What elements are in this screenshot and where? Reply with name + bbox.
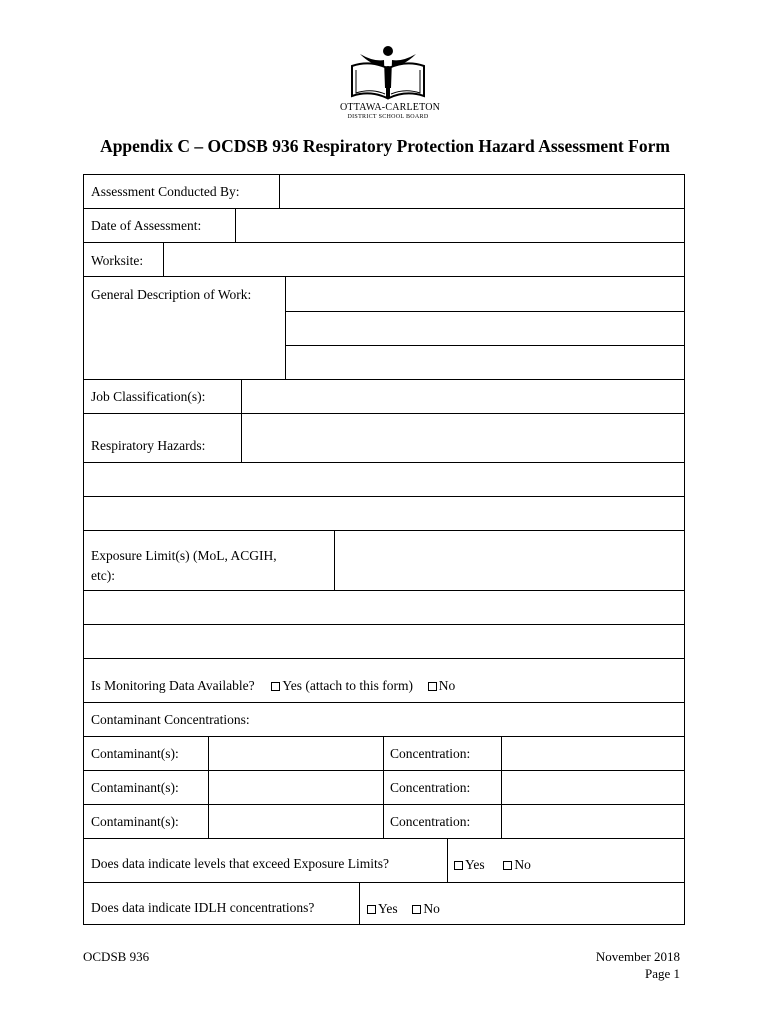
respiratory-hazards-field-3[interactable] [84, 497, 684, 530]
idlh-yes-checkbox[interactable] [367, 905, 376, 914]
respiratory-hazards-field-2[interactable] [84, 463, 684, 496]
footer-date: November 2018 [595, 949, 680, 964]
row-divider [84, 658, 684, 659]
idlh-no-label: No [423, 901, 440, 916]
assessment-conducted-by-label: Assessment Conducted By: [91, 184, 240, 199]
footer-form-code: OCDSB 936 [83, 949, 150, 964]
assessment-conducted-by-field[interactable] [280, 175, 684, 208]
exceed-yes-checkbox[interactable] [454, 861, 463, 870]
idlh-no-checkbox[interactable] [412, 905, 421, 914]
row-divider [84, 702, 684, 703]
exposure-limits-field[interactable] [335, 531, 684, 590]
job-classification-label: Job Classification(s): [91, 389, 206, 404]
idlh-yes-label: Yes [378, 901, 398, 916]
idlh-question: Does data indicate IDLH concentrations? [91, 900, 315, 915]
monitoring-yes-checkbox[interactable] [271, 682, 280, 691]
worksite-label: Worksite: [91, 253, 144, 268]
concentration-field-1[interactable] [502, 737, 684, 770]
concentration-field-2[interactable] [502, 771, 684, 804]
exceed-yes-label: Yes [465, 857, 485, 872]
column-divider [447, 838, 448, 882]
book-figure-logo-icon [340, 44, 436, 102]
concentration-label: Concentration: [390, 814, 471, 829]
exceed-no-label: No [514, 857, 531, 872]
date-of-assessment-field[interactable] [236, 209, 684, 242]
work-description-field-1[interactable] [286, 277, 684, 311]
form-title: Appendix C – OCDSB 936 Respiratory Protection Hazard Assessment Form [100, 136, 670, 156]
monitoring-no-label: No [438, 678, 456, 693]
exposure-limits-field-3[interactable] [84, 625, 684, 658]
exceed-limits-options [454, 856, 531, 873]
row-divider [84, 838, 684, 839]
respiratory-hazards-label: Respiratory Hazards: [91, 438, 206, 453]
contaminant-concentrations-label: Contaminant Concentrations: [91, 712, 250, 727]
contaminant-field-2[interactable] [209, 771, 383, 804]
exposure-limits-label-line2: etc): [91, 568, 115, 583]
exposure-limits-label-line1: Exposure Limit(s) (MoL, ACGIH, [91, 548, 277, 563]
exceed-limits-question: Does data indicate levels that exceed Exposure Limits? [91, 856, 390, 871]
org-name-line2: DISTRICT SCHOOL BOARD [347, 114, 429, 120]
contaminant-field-1[interactable] [209, 737, 383, 770]
column-divider [359, 882, 360, 924]
footer-page-number: Page 1 [644, 966, 680, 981]
row-divider [84, 882, 684, 883]
exceed-no-checkbox[interactable] [503, 861, 512, 870]
work-description-field-2[interactable] [286, 312, 684, 345]
idlh-options [367, 900, 440, 917]
ocdsb-logo [340, 44, 441, 122]
date-of-assessment-label: Date of Assessment: [91, 218, 202, 233]
column-divider [383, 736, 384, 838]
monitoring-question-label: Is Monitoring Data Available? [91, 678, 255, 693]
concentration-label: Concentration: [390, 780, 471, 795]
work-description-field-3[interactable] [286, 346, 684, 379]
contaminant-label: Contaminant(s): [91, 814, 179, 829]
concentration-field-3[interactable] [502, 805, 684, 838]
hazard-assessment-form [83, 174, 685, 925]
concentration-label: Concentration: [390, 746, 471, 761]
contaminant-field-3[interactable] [209, 805, 383, 838]
general-description-label: General Description of Work: [91, 287, 252, 302]
job-classification-field[interactable] [242, 380, 684, 413]
org-name-line1: OTTAWA-CARLETON [340, 102, 441, 113]
exposure-limits-field-2[interactable] [84, 591, 684, 624]
monitoring-yes-label: Yes (attach to this form) [282, 678, 413, 693]
worksite-field[interactable] [164, 243, 684, 276]
contaminant-label: Contaminant(s): [91, 780, 179, 795]
contaminant-label: Contaminant(s): [91, 746, 179, 761]
monitoring-no-checkbox[interactable] [428, 682, 437, 691]
monitoring-question [91, 677, 455, 694]
respiratory-hazards-field[interactable] [242, 414, 684, 462]
